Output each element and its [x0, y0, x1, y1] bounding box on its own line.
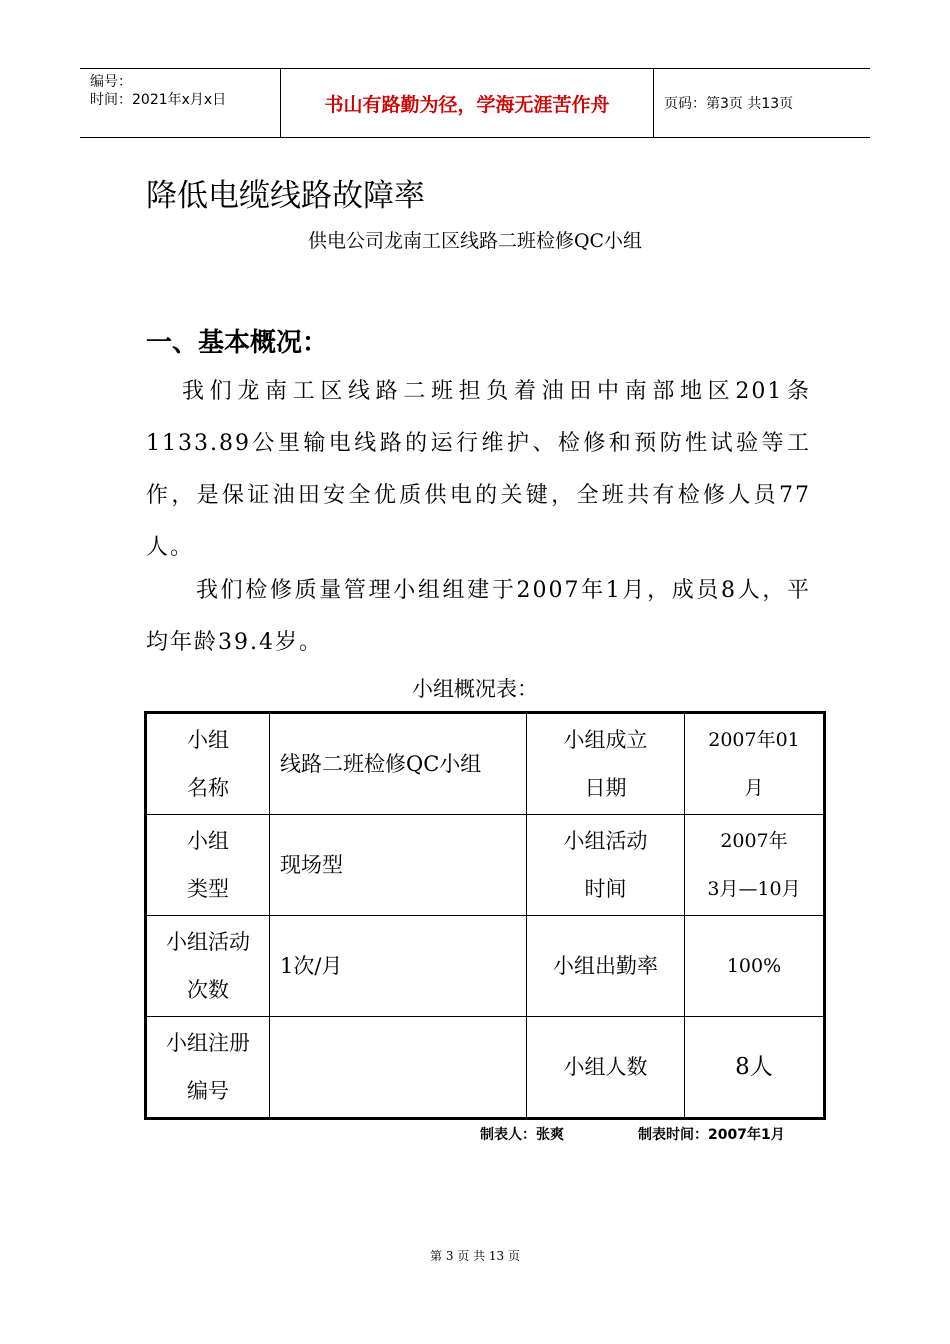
header-number-label: 编号：	[90, 74, 132, 90]
cell-text: 小组	[187, 829, 229, 853]
table-maker: 制表人：张爽	[480, 1127, 564, 1143]
table-row	[146, 713, 825, 815]
table-value-cell	[685, 713, 825, 815]
cell-text: 时间	[584, 877, 627, 901]
cell-text: 月	[744, 777, 764, 799]
table-label-cell	[146, 713, 270, 815]
table-row	[146, 1017, 825, 1119]
cell-text: 小组	[187, 728, 229, 752]
table-label-cell	[146, 815, 270, 916]
paragraph: 我们检修质量管理小组组建于2007年1月，成员8人，平均年龄39.4岁。	[146, 578, 811, 655]
table-value-cell: 现场型	[270, 815, 527, 916]
cell-text: 2007年	[720, 830, 788, 852]
header-motto: 书山有路勤为径，学海无涯苦作舟	[324, 93, 610, 116]
page-header	[80, 68, 870, 138]
cell-text: 次数	[187, 978, 229, 1002]
cell-text: 名称	[187, 776, 229, 800]
cell-text: 小组活动	[166, 930, 250, 954]
document-subtitle: 供电公司龙南工区线路二班检修QC小组	[307, 230, 643, 252]
table-row	[146, 815, 825, 916]
cell-text: 2007年01	[708, 729, 800, 751]
group-overview-table	[144, 711, 826, 1120]
header-divider	[653, 69, 654, 137]
table-label-cell: 小组出勤率	[527, 916, 685, 1017]
cell-text: 类型	[187, 877, 229, 901]
table-caption: 小组概况表：	[412, 677, 538, 701]
table-value-cell: 线路二班检修QC小组	[270, 713, 527, 815]
paragraph: 我们龙南工区线路二班担负着油田中南部地区201条1133.89公里输电线路的运行维护、检修和预防性试验等工作，是保证油田安全优质供电的关键，全班共有检修人员77人。	[146, 379, 811, 560]
cell-text: 小组成立	[563, 728, 648, 752]
cell-text: 3月—10月	[707, 878, 801, 900]
cell-text: 日期	[584, 776, 627, 800]
header-meta	[80, 69, 280, 137]
cell-text: 小组活动	[563, 829, 648, 853]
table-value-cell: 8人	[685, 1017, 825, 1119]
header-time-label: 时间：2021年x月x日	[90, 92, 227, 108]
table-label-cell	[146, 916, 270, 1017]
cell-text: 编号	[187, 1079, 229, 1103]
page-footer: 第 3 页 共 13 页	[430, 1249, 520, 1263]
document-title: 降低电缆线路故障率	[146, 178, 425, 214]
table-row	[146, 916, 825, 1017]
header-page-label: 页码：第3页 共13页	[664, 96, 794, 112]
table-value-cell	[685, 815, 825, 916]
table-label-cell	[146, 1017, 270, 1119]
table-value-cell	[270, 1017, 527, 1119]
table-label-cell	[527, 713, 685, 815]
table-date: 制表时间：2007年1月	[638, 1127, 785, 1143]
table-label-cell: 小组人数	[527, 1017, 685, 1119]
section-heading: 一、基本概况：	[146, 328, 329, 358]
table-value-cell: 1次/月	[270, 916, 527, 1017]
table-label-cell	[527, 815, 685, 916]
cell-text: 小组注册	[166, 1031, 250, 1055]
table-value-cell: 100%	[685, 916, 825, 1017]
